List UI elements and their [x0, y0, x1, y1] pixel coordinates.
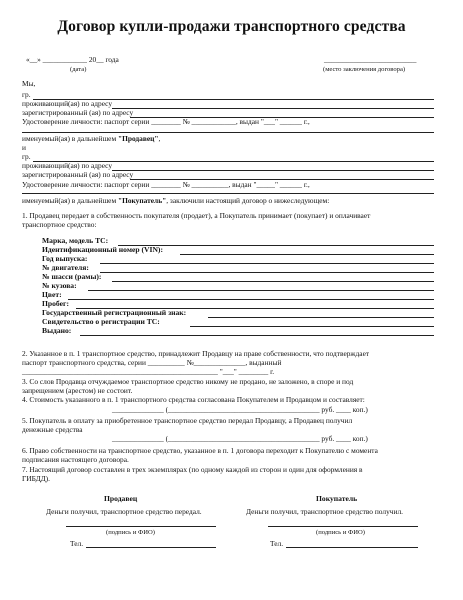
- clause-4-amount: ______________ (_________________________________________ руб. ____ коп.): [112, 405, 368, 414]
- clause-5-line-2: денежные средства: [22, 425, 83, 434]
- seller-phone-label: Тел.: [70, 539, 84, 548]
- buyer-named-as: [22, 196, 329, 205]
- we-text: Мы,: [22, 79, 36, 88]
- and-word: и: [22, 143, 26, 152]
- seller-named-pre: именуемый(ая) в дальнейшем: [22, 134, 118, 143]
- seller-signature-statement: Деньги получил, транспортное средство передал.: [46, 507, 202, 516]
- buyer-signature-statement: Деньги получил, транспортное средство получил.: [246, 507, 403, 516]
- seller-residing-label: проживающий(ая) по адресу: [22, 99, 113, 108]
- buyer-role: "Покупатель": [117, 196, 167, 205]
- clause-3-line-1: 3. Со слов Продавца отчуждаемое транспортное средство никому не продано, не заложено, в споре и под: [22, 377, 354, 386]
- seller-registered-label: зарегистрированный (ая) по адресу: [22, 108, 134, 117]
- vehicle-plate-line: [208, 317, 434, 318]
- vehicle-make-model-line: [118, 245, 434, 246]
- seller-named-post: ,: [158, 134, 161, 143]
- clause-3-line-2: запрещением (арестом) не состоит.: [22, 386, 133, 395]
- seller-id-doc: Удостоверение личности: паспорт серии ________ № ____________, выдан "___" ______ г.,: [22, 117, 310, 126]
- vehicle-field-issued: Выдано:: [42, 326, 72, 335]
- vehicle-field-mileage: Пробег:: [42, 299, 69, 308]
- seller-extra-line: [22, 132, 434, 133]
- buyer-named-pre: именуемый(ая) в дальнейшем: [22, 196, 118, 205]
- seller-citizen-label: гр.: [22, 90, 31, 99]
- seller-named-as: [22, 134, 160, 143]
- clause-2-line-3: _____________________________________________________ "___" ________ г.: [22, 367, 275, 376]
- seller-residing-line: [112, 108, 434, 109]
- clause-6-line-1: 6. Право собственности на транспортное средство, указанное в п. 1 договора переходит к Покупателю с момента: [22, 446, 378, 455]
- clause-1-line-1: 1. Продавец передает в собственность покупателя (продает), а Покупатель принимает (покупает) и оплачивает: [22, 211, 371, 220]
- seller-phone-line: [86, 547, 216, 548]
- clause-7-line-1: 7. Настоящий договор составлен в трех экземплярах (по одному каждой из сторон и один для оформления в: [22, 465, 363, 474]
- vehicle-color-line: [68, 299, 434, 300]
- vehicle-vin-line: [180, 254, 434, 255]
- buyer-phone-line: [286, 547, 418, 548]
- date-caption: (дата): [70, 66, 87, 73]
- clause-2-line-2: паспорт транспортного средства, серии __________ №______________, выданный: [22, 358, 282, 367]
- document-title: Договор купли-продажи транспортного средства: [57, 18, 406, 35]
- vehicle-field-make-model: Марка, модель ТС:: [42, 236, 109, 245]
- vehicle-field-year: Год выпуска:: [42, 254, 88, 263]
- date-field: «__» ____________ 20__ года: [26, 55, 119, 64]
- place-caption: (место заключения договора): [323, 66, 406, 73]
- buyer-registered-label: зарегистрированный (ая) по адресу: [22, 170, 134, 179]
- vehicle-field-chassis: № шасси (рамы):: [42, 272, 102, 281]
- clause-6-line-2: подписания настоящего договора.: [22, 455, 129, 464]
- clause-7-line-2: ГИБДД).: [22, 474, 50, 483]
- vehicle-year-line: [100, 263, 434, 264]
- vehicle-registration-line: [190, 326, 434, 327]
- buyer-extra-line: [22, 193, 434, 194]
- vehicle-field-registration: Свидетельство о регистрации ТС:: [42, 317, 160, 326]
- clause-5-line-1: 5. Покупатель в оплату за приобретенное транспортное средство передал Продавцу, а Продавец получил: [22, 416, 353, 425]
- vehicle-engine-line: [100, 272, 434, 273]
- clause-4-line-1: 4. Стоимость указанного в п. 1 транспортного средства согласована Покупателем и Продавцом и составляет:: [22, 395, 365, 404]
- vehicle-body-line: [88, 290, 434, 291]
- vehicle-field-plate: Государственный регистрационный знак:: [42, 308, 187, 317]
- buyer-id-doc: Удостоверение личности: паспорт серии ________ № __________, выдан "_____" ______ г.,: [22, 180, 310, 189]
- clause-5-amount: ______________ (_________________________________________ руб. ____ коп.): [112, 434, 368, 443]
- buyer-signature-heading: Покупатель: [316, 494, 358, 503]
- buyer-signature-line: [268, 526, 418, 527]
- buyer-residing-line: [112, 170, 434, 171]
- seller-signature-line: [66, 526, 216, 527]
- buyer-named-post: , заключили настоящий договор о нижеследующем:: [166, 196, 330, 205]
- buyer-citizen-label: гр.: [22, 152, 31, 161]
- vehicle-field-vin: Идентификационный номер (VIN):: [42, 245, 163, 254]
- vehicle-issued-line: [80, 335, 434, 336]
- vehicle-field-engine: № двигателя:: [42, 263, 89, 272]
- vehicle-chassis-line: [112, 281, 434, 282]
- clause-1-line-2: транспортное средство:: [22, 220, 97, 229]
- seller-signature-caption: (подпись и ФИО): [106, 529, 155, 536]
- vehicle-field-body: № кузова:: [42, 281, 77, 290]
- buyer-residing-label: проживающий(ая) по адресу: [22, 161, 113, 170]
- buyer-phone-label: Тел.: [270, 539, 284, 548]
- vehicle-field-color: Цвет:: [42, 290, 62, 299]
- clause-2-line-1: 2. Указанное в п. 1 транспортное средство, принадлежит Продавцу на праве собственности, что подтверждает: [22, 349, 370, 358]
- buyer-signature-caption: (подпись и ФИО): [316, 529, 365, 536]
- place-field: _________________________: [324, 55, 417, 64]
- seller-role: "Продавец": [117, 134, 159, 143]
- seller-signature-heading: Продавец: [104, 494, 138, 503]
